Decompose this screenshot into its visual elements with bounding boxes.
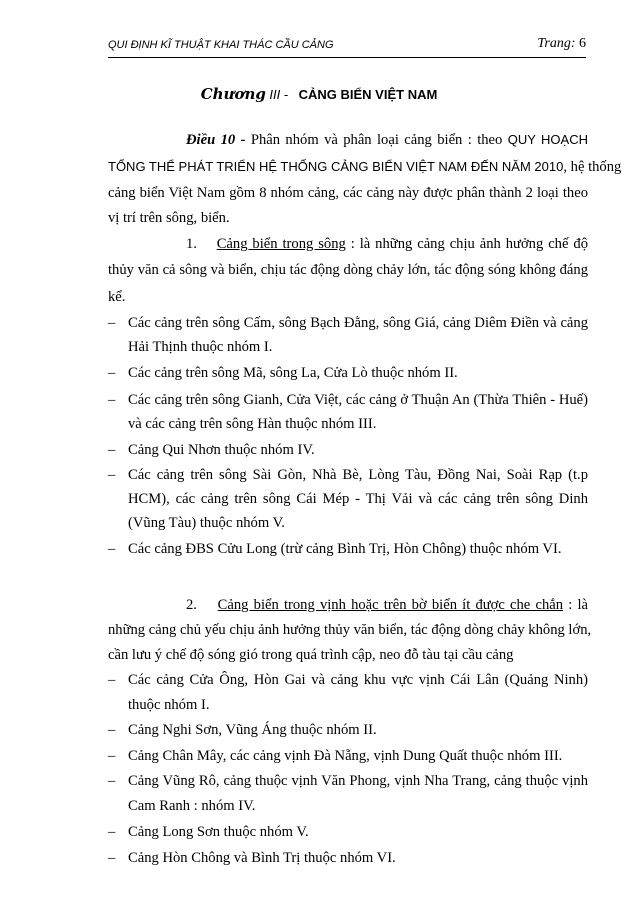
chapter-title: CẢNG BIỂN VIỆT NAM	[298, 87, 438, 102]
article-line-3: cảng biển Việt Nam gồm 8 nhóm cảng, các cảng này được phân thành 2 loại theo	[108, 185, 588, 201]
bullet-dash: –	[108, 748, 116, 764]
page-header	[108, 35, 586, 58]
page-number	[537, 36, 586, 52]
section-1-intro	[186, 236, 588, 253]
list-item-text: Các cảng Cửa Ông, Hòn Gai và cảng khu vực vịnh Cái Lân (Quảng Ninh)	[128, 672, 588, 688]
article-caps-2: TỔNG THỂ PHÁT TRIỂN HỆ THỐNG CẢNG BIỂN VIỆT NAM ĐẾN NĂM 2010	[108, 159, 564, 174]
section-1-title: Cảng biển trong sông	[216, 236, 346, 252]
section-2-number: 2.	[186, 597, 197, 613]
bullet-dash: –	[108, 365, 116, 381]
list-item-text: Cảng Nghi Sơn, Vũng Áng thuộc nhóm II.	[128, 722, 377, 738]
section-2-line-3: cần lưu ý chế độ sóng gió trong quá trình cập, neo đỗ tàu tại cầu cảng	[108, 647, 514, 663]
chapter-word: Chương	[200, 85, 266, 103]
section-2-intro	[186, 597, 588, 614]
page-number-value: 6	[579, 36, 586, 51]
bullet-dash: –	[108, 672, 116, 688]
article-line-4: vị trí trên sông, biển.	[108, 210, 230, 226]
list-item-continuation: và các cảng trên sông Hàn thuộc nhóm III.	[128, 416, 377, 432]
list-item-text: Cảng Hòn Chông và Bình Trị thuộc nhóm VI.	[128, 850, 396, 866]
bullet-dash: –	[108, 773, 116, 789]
list-item-continuation: Hải Thịnh thuộc nhóm I.	[128, 339, 273, 355]
article-label: Điều 10 -	[186, 132, 246, 148]
list-item-text: Các cảng trên sông Gianh, Cửa Việt, các cảng ở Thuận An (Thừa Thiên - Huế)	[128, 392, 588, 408]
bullet-dash: –	[108, 541, 116, 557]
list-item-text: Cảng Chân Mây, các cảng vịnh Đà Nẵng, vịnh Dung Quất thuộc nhóm III.	[128, 748, 563, 764]
article-text-2: , hệ thống	[563, 159, 622, 175]
bullet-dash: –	[108, 467, 116, 483]
list-item-text: Cảng Qui Nhơn thuộc nhóm IV.	[128, 442, 315, 458]
article-line-1	[186, 132, 588, 149]
list-item-text: Các cảng ĐBS Cửu Long (trừ cảng Bình Trị, Hòn Chông) thuộc nhóm VI.	[128, 541, 562, 557]
article-text: Phân nhóm và phân loại cảng biển : theo	[250, 132, 503, 148]
section-2-intro-rest: : là	[568, 597, 588, 613]
section-2-line-2: những cảng chủ yếu chịu ảnh hưởng thủy văn biển, tác động dòng chảy không lớn,	[108, 622, 592, 638]
list-item-continuation: thuộc nhóm I.	[128, 697, 210, 713]
list-item-text: Các cảng trên sông Cấm, sông Bạch Đằng, sông Giá, cảng Diêm Điền và cảng	[128, 315, 588, 331]
list-item-text: Cảng Vũng Rô, cảng thuộc vịnh Văn Phong, vịnh Nha Trang, cảng thuộc vịnh	[128, 773, 588, 789]
section-2-title: Cảng biển trong vịnh hoặc trên bờ biển ít được che chắn	[217, 597, 564, 613]
chapter-heading	[0, 85, 638, 104]
article-caps: QUY HOẠCH	[507, 132, 588, 147]
list-item-continuation: HCM), các cảng trên sông Cái Mép - Thị Vải và các cảng trên sông Dinh	[128, 491, 588, 507]
bullet-dash: –	[108, 824, 116, 840]
page-label: Trang:	[537, 36, 576, 51]
article-line-2	[108, 159, 622, 176]
list-item-text: Các cảng trên sông Sài Gòn, Nhà Bè, Lòng Tàu, Đồng Nai, Soài Rạp (t.p	[128, 467, 588, 483]
section-1-number: 1.	[186, 236, 197, 252]
section-1-intro-rest: : là những cảng chịu ảnh hưởng chế độ	[350, 236, 588, 252]
bullet-dash: –	[108, 442, 116, 458]
bullet-dash: –	[108, 315, 116, 331]
document-title: QUI ĐỊNH KĨ THUẬT KHAI THÁC CẦU CẢNG	[108, 39, 334, 51]
bullet-dash: –	[108, 722, 116, 738]
list-item-text: Các cảng trên sông Mã, sông La, Cửa Lò thuộc nhóm II.	[128, 365, 458, 381]
list-item-text: Cảng Long Sơn thuộc nhóm V.	[128, 824, 309, 840]
list-item-continuation: Cam Ranh : nhóm IV.	[128, 798, 256, 814]
section-1-line-2: thủy văn cả sông và biển, chịu tác động dòng chảy lớn, tác động sóng không đáng	[108, 262, 588, 278]
list-item-continuation: (Vũng Tàu) thuộc nhóm V.	[128, 515, 285, 531]
bullet-dash: –	[108, 392, 116, 408]
chapter-number: III -	[269, 87, 289, 102]
bullet-dash: –	[108, 850, 116, 866]
section-1-line-3: kể.	[108, 289, 126, 305]
